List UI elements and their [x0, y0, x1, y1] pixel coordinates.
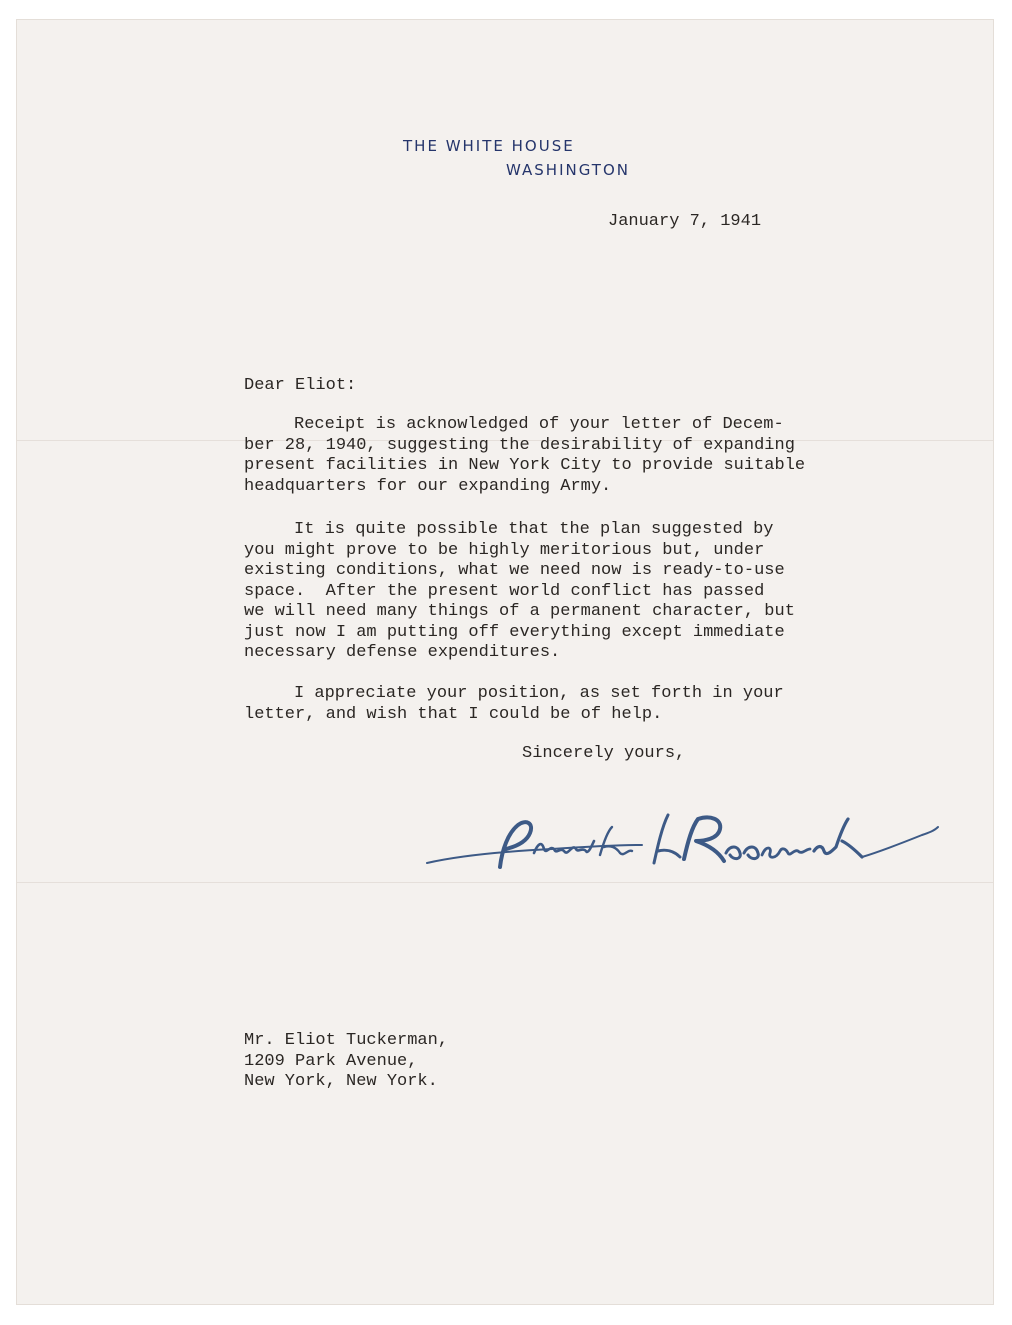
recipient-city: New York, New York.	[244, 1072, 438, 1091]
closing: Sincerely yours,	[522, 744, 686, 763]
body-paragraph-2	[244, 520, 795, 664]
paragraph-line: I appreciate your position, as set forth in your	[294, 684, 784, 703]
body-paragraph-1	[244, 415, 805, 497]
paragraph-line: Receipt is acknowledged of your letter of Decem-	[294, 415, 784, 434]
signature-stroke	[726, 847, 758, 859]
signature-stroke	[814, 819, 862, 857]
paragraph-line: ber 28, 1940, suggesting the desirability of expanding	[244, 435, 795, 455]
signature-stroke	[684, 817, 724, 861]
letter-date: January 7, 1941	[608, 212, 762, 231]
paragraph-line: It is quite possible that the plan suggested by	[294, 520, 774, 539]
signature-stroke	[654, 815, 680, 863]
paragraph-line: we will need many things of a permanent character, but	[244, 602, 795, 621]
signature-stroke	[862, 827, 938, 857]
letterhead-subtitle: WASHINGTON	[506, 161, 630, 179]
body-paragraph-3	[244, 684, 784, 725]
paragraph-line: existing conditions, what we need now is ready-to-use	[244, 561, 785, 580]
paragraph-line: headquarters for our expanding Army.	[244, 476, 612, 496]
paragraph-line: present facilities in New York City to provide suitable	[244, 456, 806, 475]
paragraph-line: necessary defense expenditures.	[244, 643, 561, 662]
recipient-address	[244, 1031, 448, 1093]
paragraph-line: space. After the present world conflict has passed	[244, 581, 765, 601]
recipient-street: 1209 Park Avenue,	[244, 1051, 418, 1071]
signature-stroke	[600, 827, 632, 855]
signature-stroke	[500, 822, 531, 867]
salutation: Dear Eliot:	[244, 376, 357, 395]
signature-stroke	[762, 848, 810, 857]
paragraph-line: letter, and wish that I could be of help.	[244, 704, 663, 724]
paragraph-line: just now I am putting off everything except immediate	[244, 622, 785, 642]
signature	[422, 805, 942, 895]
letterhead-title: THE WHITE HOUSE	[403, 137, 575, 155]
paragraph-line: you might prove to be highly meritorious but, under	[244, 540, 765, 560]
letter-sheet	[17, 20, 993, 1304]
recipient-name: Mr. Eliot Tuckerman,	[244, 1031, 449, 1050]
